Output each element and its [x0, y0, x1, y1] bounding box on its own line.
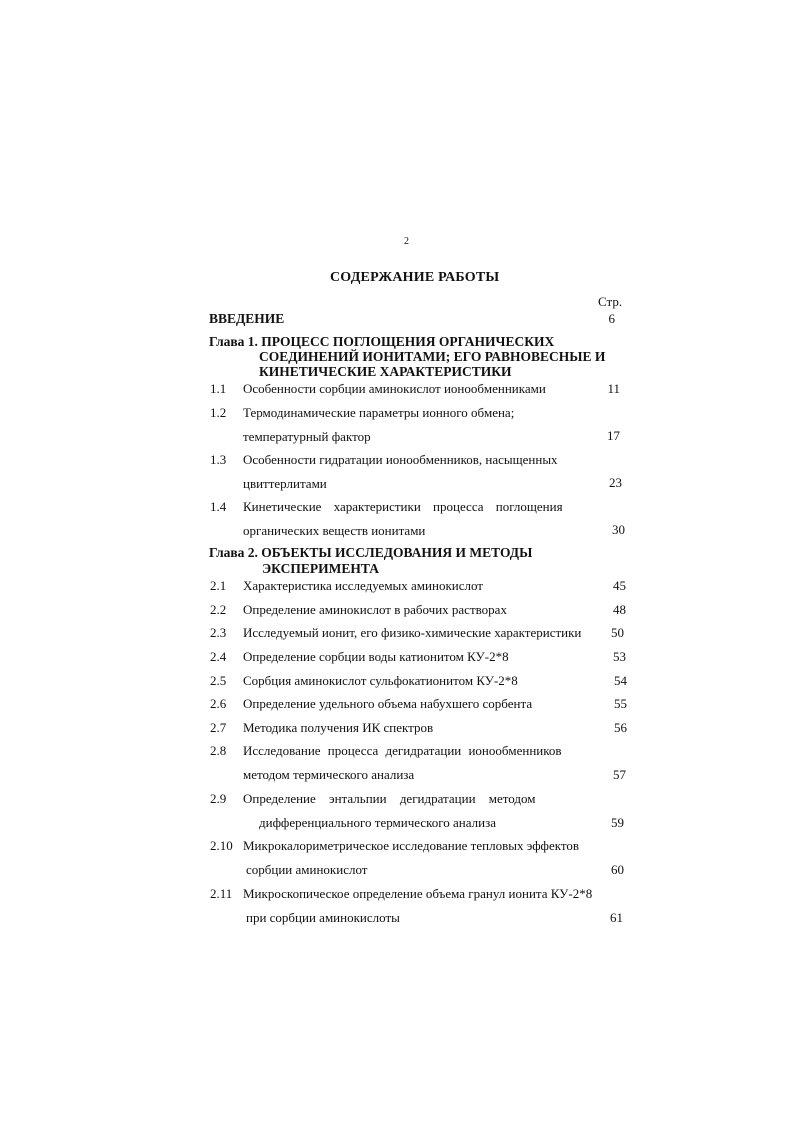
- section-title: Характеристика исследуемых аминокислот: [243, 578, 483, 593]
- section-title-continued: температурный фактор: [243, 429, 371, 444]
- section-page: 56: [614, 720, 627, 735]
- section-number: 2.9: [210, 791, 227, 806]
- section-title: Методика получения ИК спектров: [243, 720, 434, 735]
- section-page: 23: [609, 475, 622, 490]
- section-title: Определение сорбции воды катионитом КУ-2*8: [243, 649, 509, 664]
- section-page: 60: [611, 862, 624, 877]
- section-number: 1.4: [210, 499, 227, 514]
- section-page: 45: [613, 578, 626, 593]
- section-number: 2.11: [210, 886, 233, 901]
- section-number: 2.1: [210, 578, 227, 593]
- chapter-1-title-line-3: КИНЕТИЧЕСКИЕ ХАРАКТЕРИСТИКИ: [259, 364, 512, 379]
- section-page: 53: [613, 649, 626, 664]
- section-title-continued: сорбции аминокислот: [246, 862, 368, 877]
- section-title-continued: методом термического анализа: [243, 767, 415, 782]
- section-number: 2.7: [210, 720, 227, 735]
- section-title: Кинетические характеристики процесса поглощения: [243, 499, 563, 514]
- chapter-2-title-line-1: Глава 2. ОБЪЕКТЫ ИССЛЕДОВАНИЯ И МЕТОДЫ: [209, 545, 533, 560]
- section-number: 2.10: [210, 838, 233, 853]
- section-title-continued: при сорбции аминокислоты: [246, 910, 400, 925]
- section-page: 11: [607, 381, 620, 396]
- section-page: 54: [614, 673, 627, 688]
- section-title: Термодинамические параметры ионного обмена;: [243, 405, 515, 420]
- section-number: 2.4: [210, 649, 227, 664]
- section-title-continued: дифференциального термического анализа: [259, 815, 496, 830]
- section-number: 2.5: [210, 673, 227, 688]
- section-page: 50: [611, 625, 624, 640]
- chapter-1-title-line-1: Глава 1. ПРОЦЕСС ПОГЛОЩЕНИЯ ОРГАНИЧЕСКИХ: [209, 334, 555, 349]
- section-title: Определение аминокислот в рабочих растворах: [243, 602, 507, 617]
- section-page: 61: [610, 910, 623, 925]
- section-number: 2.2: [210, 602, 227, 617]
- section-title: Особенности гидратации ионообменников, насыщенных: [243, 452, 558, 467]
- section-number: 1.2: [210, 405, 227, 420]
- page-number: 2: [404, 236, 409, 247]
- section-title: Исследование процесса дегидратации ионообменников: [243, 743, 562, 758]
- section-page: 55: [614, 696, 627, 711]
- section-title-continued: органических веществ ионитами: [243, 523, 426, 538]
- section-number: 2.8: [210, 743, 227, 758]
- page-column-header: Стр.: [598, 294, 623, 309]
- chapter-1-title-line-2: СОЕДИНЕНИЙ ИОНИТАМИ; ЕГО РАВНОВЕСНЫЕ И: [259, 349, 606, 364]
- section-page: 57: [613, 767, 626, 782]
- section-number: 1.1: [210, 381, 227, 396]
- section-title: Сорбция аминокислот сульфокатионитом КУ-2*8: [243, 673, 518, 688]
- section-title: Исследуемый ионит, его физико-химические характеристики: [243, 625, 582, 640]
- section-title-continued: цвиттерлитами: [243, 476, 327, 491]
- section-title: Особенности сорбции аминокислот ионообменниками: [243, 381, 546, 396]
- page-title: СОДЕРЖАНИЕ РАБОТЫ: [330, 270, 500, 285]
- section-number: 1.3: [210, 452, 227, 467]
- section-title: Микрокалориметрическое исследование тепловых эффектов: [243, 838, 580, 853]
- section-page: 17: [607, 428, 620, 443]
- intro-heading: ВВЕДЕНИЕ: [209, 311, 285, 326]
- section-title: Микроскопическое определение объема гранул ионита КУ-2*8: [243, 886, 593, 901]
- intro-page: 6: [608, 311, 615, 326]
- section-title: Определение энтальпии дегидратации методом: [243, 791, 536, 806]
- chapter-2-title-line-2: ЭКСПЕРИМЕНТА: [262, 561, 379, 576]
- section-page: 30: [612, 522, 625, 537]
- section-number: 2.6: [210, 696, 227, 711]
- section-page: 48: [613, 602, 626, 617]
- section-page: 59: [611, 815, 624, 830]
- section-title: Определение удельного объема набухшего сорбента: [243, 696, 533, 711]
- section-number: 2.3: [210, 625, 227, 640]
